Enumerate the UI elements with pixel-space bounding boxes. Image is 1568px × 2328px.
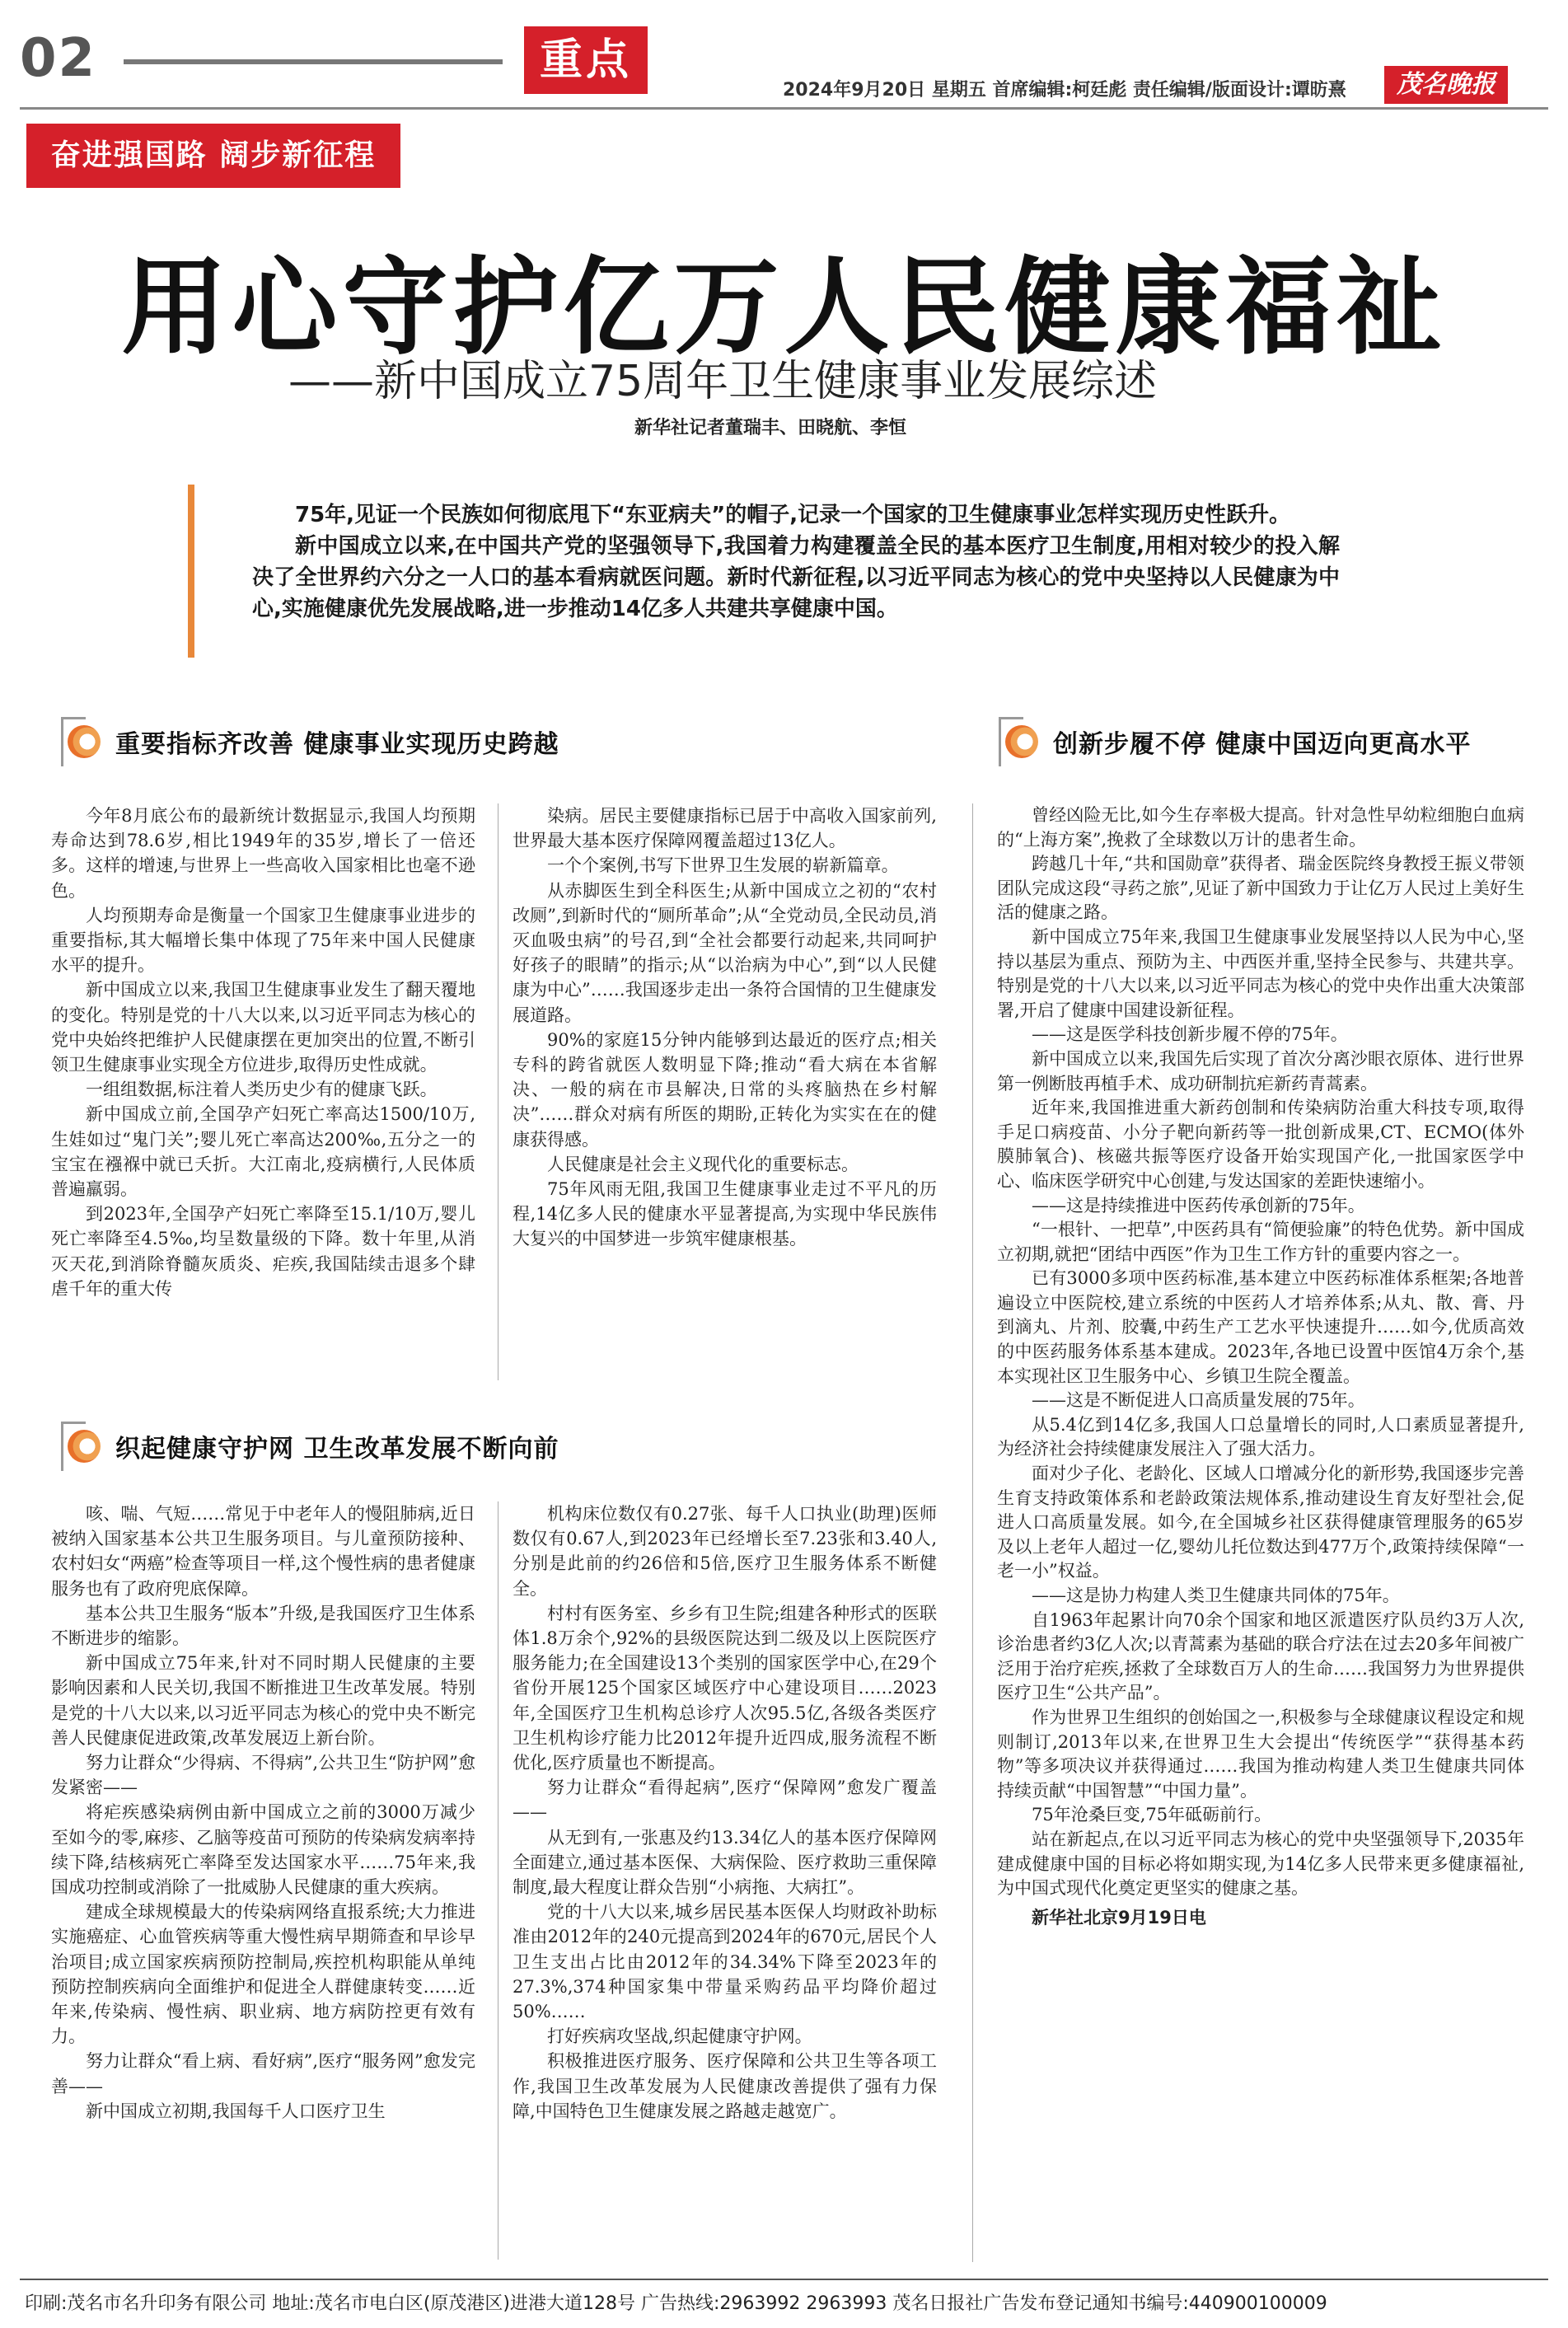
- paragraph: 新中国成立75年来,针对不同时期人民健康的主要影响因素和人民关切,我国不断推进卫生改革发展。特别是党的十八大以来,以习近平同志为核心的党中央不断完善人民健康促进政策,改革发展迈上新台阶。: [51, 1653, 475, 1748]
- footer-rule: [20, 2279, 1548, 2280]
- paragraph: 从5.4亿到14亿多,我国人口总量增长的同时,人口素质显著提升,为经济社会持续健康发展注入了强大活力。: [997, 1414, 1524, 1459]
- paragraph: 新中国成立以来,我国先后实现了首次分离沙眼衣原体、进行世界第一例断肢再植手术、成功研制抗疟新药青蒿素。: [997, 1048, 1524, 1094]
- paragraph: 从赤脚医生到全科医生;从新中国成立之初的“农村改厕”,到新时代的“厕所革命”;从“全党动员,全民动员,消灭血吸虫病”的号召,到“全社会都要行动起来,共同呵护好孩子的眼睛”的指示;从“以治病为中心”,到“以人民健康为中心”……我国逐步走出一条符合国情的卫生健康发展道路。: [513, 880, 937, 1025]
- paragraph: 咳、喘、气短……常见于中老年人的慢阻肺病,近日被纳入国家基本公共卫生服务项目。与儿童预防接种、农村妇女“两癌”检查等项目一样,这个慢性病的患者健康服务也有了政府兜底保障。: [51, 1504, 475, 1599]
- paragraph: 染病。居民主要健康指标已居于中高收入国家前列,世界最大基本医疗保障网覆盖超过13亿人。: [513, 806, 937, 851]
- bracket-decoration: [999, 717, 1023, 766]
- paragraph: 已有3000多项中医药标准,基本建立中医药标准体系框架;各地普遍设立中医院校,建立系统的中医药人才培养体系;从丸、散、膏、丹到滴丸、片剂、胶囊,中药生产工艺水平快速提升……如今,优质高效的中医药服务体系基本建成。2023年,各地已设置中医馆4万余个,基本实现社区卫生服务中心、乡镇卫生院全覆盖。: [997, 1268, 1524, 1386]
- paragraph: 党的十八大以来,城乡居民基本医保人均财政补助标准由2012年的240元提高到2024年的670元,居民个人卫生支出占比由2012年的34.34%下降至2023年的27.3%,374种国家集中带量采购药品平均降价超过50%……: [513, 1902, 937, 2022]
- lead-paragraph: 新中国成立以来,在中国共产党的坚强领导下,我国着力构建覆盖全民的基本医疗卫生制度,用相对较少的投入解决了全世界约六分之一人口的基本看病就医问题。新时代新征程,以习近平同志为核心的党中央坚持以人民健康为中心,实施健康优先发展战略,进一步推动14亿多人共建共享健康中国。: [252, 534, 1340, 621]
- paragraph: ——这是持续推进中医药传承创新的75年。: [1032, 1195, 1365, 1216]
- page-number: 02: [20, 28, 97, 89]
- section-badge: 重点: [524, 26, 648, 94]
- paragraph: 近年来,我国推进重大新药创制和传染病防治重大科技专项,取得手足口病疫苗、小分子靶向新药等一批创新成果,CT、ECMO(体外膜肺氧合)、核磁共振等医疗设备开始实现国产化,一批国家医学中心、临床医学研究中心创建,与发达国家的差距快速缩小。: [997, 1098, 1524, 1191]
- byline: 新华社记者董瑞丰、田晓航、李恒: [634, 418, 907, 438]
- paragraph: 面对少子化、老龄化、区域人口增减分化的新形势,我国逐步完善生育支持政策体系和老龄政策法规体系,推动建设生育友好型社会,促进人口高质量发展。如今,在全国城乡社区获得健康管理服务的65岁及以上老年人超过一亿,婴幼儿托位数达到477万个,政策持续保障“一老一小”权益。: [997, 1464, 1524, 1581]
- paragraph: 75年风雨无阻,我国卫生健康事业走过不平凡的历程,14亿多人民的健康水平显著提高,为实现中华民族伟大复兴的中国梦进一步筑牢健康根基。: [513, 1179, 937, 1249]
- paragraph: 从无到有,一张惠及约13.34亿人的基本医疗保障网全面建立,通过基本医保、大病保险、医疗救助三重保障制度,最大程度让群众告别“小病拖、大病扛”。: [513, 1827, 937, 1898]
- date-line: 2024年9月20日 星期五 首席编辑:柯廷彪 责任编辑/版面设计:谭昉熹: [783, 80, 1346, 101]
- paragraph: “一根针、一把草”,中医药具有“简便验廉”的特色优势。新中国成立初期,就把“团结中西医”作为卫生工作方针的重要内容之一。: [997, 1220, 1524, 1264]
- paragraph: 新中国成立前,全国孕产妇死亡率高达1500/10万,生娃如过“鬼门关”;婴儿死亡率高达200‰,五分之一的宝宝在襁褓中就已夭折。大江南北,疫病横行,人民体质普遍羸弱。: [51, 1104, 475, 1200]
- series-tag: 奋进强国路 阔步新征程: [26, 124, 400, 188]
- paragraph: ——这是不断促进人口高质量发展的75年。: [1032, 1390, 1365, 1411]
- paragraph: 站在新起点,在以习近平同志为核心的党中央坚强领导下,2035年建成健康中国的目标必将如期实现,为14亿多人民带来更多健康福祉,为中国式现代化奠定更坚实的健康之基。: [997, 1829, 1524, 1899]
- paragraph: 作为世界卫生组织的创始国之一,积极参与全球健康议程设定和规则制订,2013年以来,在世界卫生大会提出“传统医学”“获得基本药物”等多项决议并获得通过……我国为推动构建人类卫生健康共同体持续贡献“中国智慧”“中国力量”。: [997, 1707, 1524, 1801]
- top-rule: [124, 59, 503, 64]
- paragraph: 75年沧桑巨变,75年砥砺前行。: [1032, 1805, 1272, 1825]
- paragraph: 基本公共卫生服务“版本”升级,是我国医疗卫生体系不断进步的缩影。: [51, 1603, 475, 1649]
- paragraph: 机构床位数仅有0.27张、每千人口执业(助理)医师数仅有0.67人,到2023年已经增长至7.23张和3.40人,分别是此前的约26倍和5倍,医疗卫生服务体系不断健全。: [513, 1504, 937, 1599]
- article-column: [51, 1501, 475, 2264]
- footer-imprint: 印刷:茂名市名升印务有限公司 地址:茂名市电白区(原茂港区)进港大道128号 广告热线:2963992 2963993 茂名日报社广告发布登记通知书编号:440900100009: [25, 2293, 1327, 2314]
- paragraph: 90%的家庭15分钟内能够到达最近的医疗点;相关专科的跨省就医人数明显下降;推动“看大病在本省解决、一般的病在市县解决,日常的头疼脑热在乡村解决”……群众对病有所医的期盼,正转化为实实在在的健康获得感。: [513, 1029, 937, 1150]
- paragraph: 积极推进医疗服务、医疗保障和公共卫生等各项工作,我国卫生改革发展为人民健康改善提供了强有力保障,中国特色卫生健康发展之路越走越宽广。: [513, 2051, 937, 2121]
- paragraph: 曾经凶险无比,如今生存率极大提高。针对急性早幼粒细胞白血病的“上海方案”,挽救了全球数以万计的患者生命。: [997, 805, 1524, 850]
- paragraph: 跨越几十年,“共和国勋章”获得者、瑞金医院终身教授王振义带领团队完成这段“寻药之旅”,见证了新中国致力于让亿万人民过上美好生活的健康之路。: [997, 854, 1524, 923]
- paragraph: 努力让群众“看得起病”,医疗“保障网”愈发广覆盖——: [513, 1778, 937, 1823]
- masthead-rule: [20, 107, 1548, 110]
- signoff: 新华社北京9月19日电: [1032, 1907, 1206, 1928]
- section-title: 重要指标齐改善 健康事业实现历史跨越: [115, 730, 559, 759]
- paragraph: 一组组数据,标注着人类历史少有的健康飞跃。: [86, 1080, 438, 1100]
- article-column: [513, 1501, 937, 2264]
- section-header: [1005, 717, 1471, 766]
- paragraph: 努力让群众“看上病、看好病”,医疗“服务网”愈发完善——: [51, 2051, 475, 2096]
- bracket-decoration: [61, 1422, 86, 1471]
- section-title: 织起健康守护网 卫生改革发展不断向前: [115, 1435, 559, 1464]
- paragraph: 一个个案例,书写下世界卫生发展的崭新篇章。: [547, 855, 899, 876]
- lead-paragraph: 75年,见证一个民族如何彻底甩下“东亚病夫”的帽子,记录一个国家的卫生健康事业怎样实现历史性跃升。: [295, 503, 1291, 527]
- paragraph: 到2023年,全国孕产妇死亡率降至15.1/10万,婴儿死亡率降至4.5‰,均呈数量级的下降。数十年里,从消灭天花,到消除脊髓灰质炎、疟疾,我国陆续击退多个肆虐千年的重大传: [51, 1204, 475, 1299]
- paragraph: 自1963年起累计向70余个国家和地区派遣医疗队员约3万人次,诊治患者约3亿人次;以青蒿素为基础的联合疗法在过去20多年间被广泛用于治疗疟疾,拯救了全球数百万人的生命……我国努力为世界提供医疗卫生“公共产品”。: [997, 1609, 1524, 1703]
- section-header: [68, 717, 559, 766]
- paragraph: 人民健康是社会主义现代化的重要标志。: [547, 1154, 859, 1174]
- paragraph: 新中国成立75年来,我国卫生健康事业发展坚持以人民为中心,坚持以基层为重点、预防为主、中西医并重,坚持全民参与、共建共享。特别是党的十八大以来,以习近平同志为核心的党中央作出重大决策部署,开启了健康中国建设新征程。: [997, 926, 1524, 1020]
- paragraph: 人均预期寿命是衡量一个国家卫生健康事业进步的重要指标,其大幅增长集中体现了75年来中国人民健康水平的提升。: [51, 905, 475, 976]
- headline: 用心守护亿万人民健康福祉: [121, 246, 1447, 369]
- paragraph: 将疟疾感染病例由新中国成立之前的3000万减少至如今的零,麻疹、乙脑等疫苗可预防的传染病发病率持续下降,结核病死亡率降至发达国家水平……75年来,我国成功控制或消除了一批威胁人民健康的重大疾病。: [51, 1802, 475, 1898]
- column-divider: [972, 803, 973, 2262]
- paragraph: 打好疾病攻坚战,织起健康守护网。: [547, 2026, 812, 2047]
- paragraph: 努力让群众“少得病、不得病”,公共卫生“防护网”愈发紧密——: [51, 1753, 475, 1798]
- paragraph: ——这是医学科技创新步履不停的75年。: [1032, 1024, 1348, 1045]
- bracket-decoration: [61, 717, 86, 766]
- article-column: [513, 803, 937, 1401]
- section-header: [68, 1422, 559, 1471]
- paragraph: ——这是协力构建人类卫生健康共同体的75年。: [1032, 1586, 1400, 1605]
- paragraph: 新中国成立以来,我国卫生健康事业发生了翻天覆地的变化。特别是党的十八大以来,以习近平同志为核心的党中央始终把维护人民健康摆在更加突出的位置,不断引领卫生健康事业实现全方位进步,取得历史性成就。: [51, 980, 475, 1075]
- paragraph: 今年8月底公布的最新统计数据显示,我国人均预期寿命达到78.6岁,相比1949年的35岁,增长了一倍还多。这样的增速,与世界上一些高收入国家相比也毫不逊色。: [51, 806, 475, 901]
- newspaper-logo: 茂名晚报: [1384, 66, 1508, 104]
- subhead: ——新中国成立75周年卫生健康事业发展综述: [288, 357, 1158, 406]
- paragraph: 建成全球规模最大的传染病网络直报系统;大力推进实施癌症、心血管疾病等重大慢性病早期筛查和早诊早治项目;成立国家疾病预防控制局,疾控机构职能从单纯预防控制疾病向全面维护和促进全人群健康转变……近年来,传染病、慢性病、职业病、地方病防控更有效有力。: [51, 1902, 475, 2047]
- lead-box: [188, 485, 1381, 658]
- paragraph: 村村有医务室、乡乡有卫生院;组建各种形式的医联体1.8万余个,92%的县级医院达到二级及以上医院医疗服务能力;在全国建设13个类别的国家医学中心,在29个省份开展125个国家区域医疗中心建设项目……2023年,全国医疗卫生机构总诊疗人次95.5亿,各级各类医疗卫生机构诊疗能力比2012年提升近四成,服务流程不断优化,医疗质量也不断提高。: [513, 1603, 937, 1773]
- section-title: 创新步履不停 健康中国迈向更高水平: [1053, 730, 1472, 759]
- article-column: [997, 803, 1524, 2270]
- article-column: [51, 803, 475, 1401]
- paragraph: 新中国成立初期,我国每千人口医疗卫生: [86, 2101, 386, 2121]
